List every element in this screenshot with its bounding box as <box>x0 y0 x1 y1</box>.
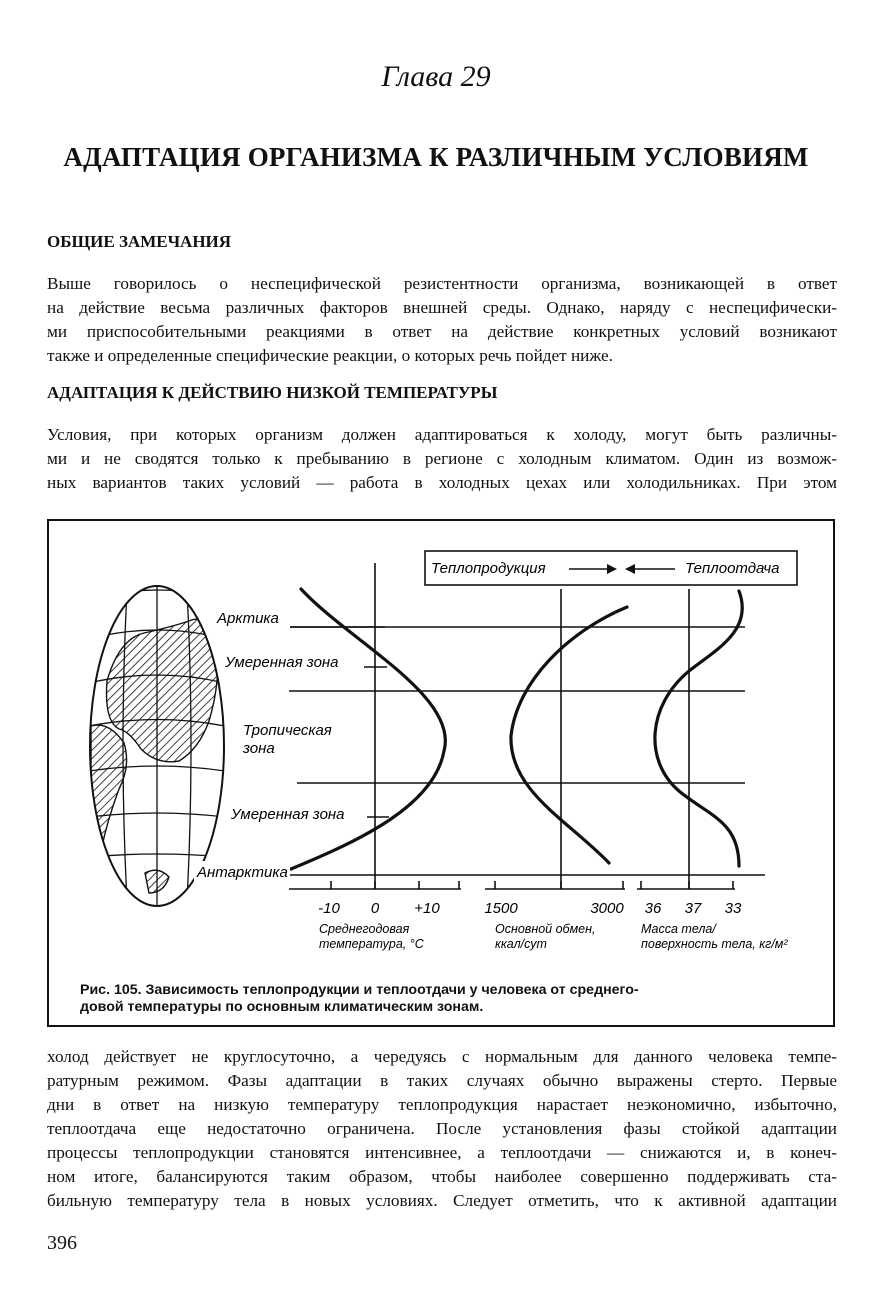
paragraph-general <box>47 272 837 368</box>
text-line: теплоотдача еще недостаточно ограничена. После установления фазы стойкой адаптации <box>47 1119 837 1138</box>
zone-temperate-north-label: Умеренная зона <box>225 654 339 671</box>
figure-105 <box>47 519 835 1027</box>
axis-temp-title-2: температура, °С <box>319 937 424 951</box>
text-line: ратурным режимом. Фазы адаптации в таких случаях обычно выражены стерто. Первые <box>47 1071 837 1090</box>
section-heading-cold: АДАПТАЦИЯ К ДЕЙСТВИЮ НИЗКОЙ ТЕМПЕРАТУРЫ <box>47 383 498 402</box>
legend-loss-label: Теплоотдача <box>685 560 780 577</box>
figure-caption <box>80 982 800 1016</box>
tick-label: 0 <box>370 900 380 917</box>
tick-label: 37 <box>684 900 702 917</box>
section-heading-general: ОБЩИЕ ЗАМЕЧАНИЯ <box>47 232 232 251</box>
tick-label: 3000 <box>590 900 624 917</box>
tick-label: 36 <box>644 900 662 917</box>
axis-mass-title-2: поверхность тела, кг/м² <box>641 937 788 951</box>
figure-diagram <box>49 521 833 1025</box>
globe-icon <box>89 586 225 906</box>
text-line: дни в ответ на низкую температуру теплопродукция нарастает неэкономично, избыточно, <box>47 1095 837 1114</box>
zone-tropical-label-2: зона <box>243 740 275 757</box>
chapter-label: Глава 29 <box>381 60 491 93</box>
mass-surface-curve <box>655 591 742 866</box>
zone-tropical-label: Тропическая <box>243 722 332 739</box>
axis-mass-title: Масса тела/ <box>641 922 716 936</box>
legend-box <box>425 551 797 585</box>
caption-line: довой температуры по основным климатическим зонам. <box>80 999 484 1015</box>
text-line: Условия, при которых организм должен адаптироваться к холоду, могут быть различны- <box>47 425 837 444</box>
tick-label: +10 <box>414 900 440 917</box>
zone-antarctic-label: Антарктика <box>197 864 288 881</box>
paragraph-continuation <box>47 1045 837 1213</box>
text-line: Выше говорилось о неспецифической резистентности организма, возникающей в ответ <box>47 274 837 293</box>
legend-production-label: Теплопродукция <box>431 560 546 577</box>
page-number: 396 <box>47 1232 77 1254</box>
text-line: процессы теплопродукции становятся интенсивнее, а теплоотдачи — снижаются и, в конеч- <box>47 1143 837 1162</box>
tick-label: -10 <box>318 900 340 917</box>
chapter-title: АДАПТАЦИЯ ОРГАНИЗМА К РАЗЛИЧНЫМ УСЛОВИЯМ <box>63 142 809 172</box>
text-line: ных вариантов таких условий — работа в холодных цехах или холодильниках. При этом <box>47 473 837 492</box>
text-line: ми и не сводятся только к пребыванию в регионе с холодным климатом. Один из возмож- <box>47 449 837 468</box>
tick-label: 1500 <box>484 900 518 917</box>
caption-line: Рис. 105. Зависимость теплопродукции и теплоотдачи у человека от среднего- <box>80 982 639 998</box>
axis-metab-title: Основной обмен, <box>495 922 596 936</box>
metabolism-curve <box>511 607 627 863</box>
text-line: ном итоге, балансируются таким образом, чтобы наиболее совершенно поддерживать ста- <box>47 1167 837 1186</box>
zone-arctic-label: Арктика <box>217 610 279 627</box>
text-line: также и определенные специфические реакции, о которых речь пойдет ниже. <box>47 346 613 365</box>
tick-label: 33 <box>724 900 742 917</box>
text-line: холод действует не круглосуточно, а чередуясь с нормальным для данного человека темпе- <box>47 1047 837 1066</box>
text-line: на действие весьма различных факторов внешней среды. Однако, наряду с неспецифически- <box>47 298 837 317</box>
zone-temperate-south-label: Умеренная зона <box>231 806 345 823</box>
axis-metab-title-2: ккал/сут <box>495 937 547 951</box>
text-line: ми приспособительными реакциями в ответ на действие конкретных условий возникают <box>47 322 837 341</box>
paragraph-cold <box>47 423 837 495</box>
axis-temp-title: Среднегодовая <box>319 922 410 936</box>
text-line: бильную температуру тела в новых условиях. Следует отметить, что к активной адаптации <box>47 1191 837 1210</box>
